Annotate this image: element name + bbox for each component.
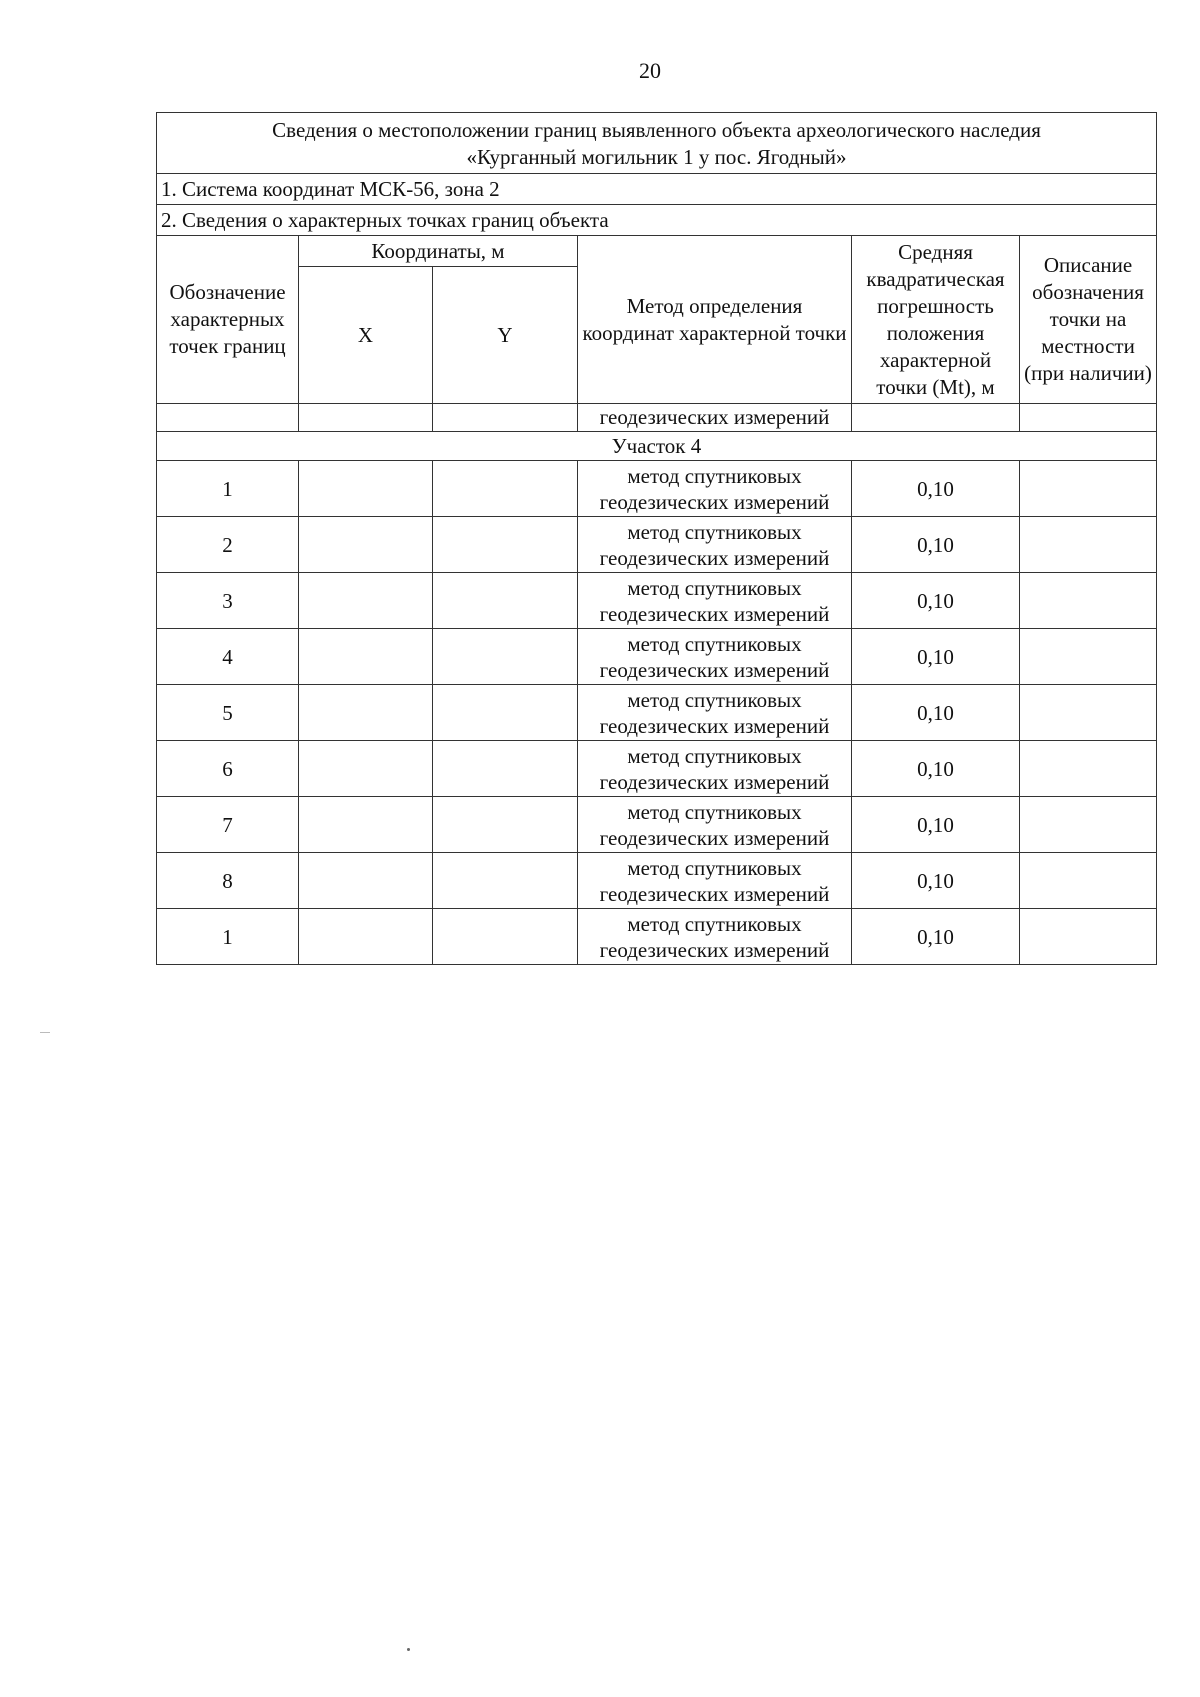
method-cell — [578, 629, 852, 685]
method-line-1: метод спутниковых — [627, 519, 802, 544]
table-title — [157, 113, 1157, 174]
table-row — [157, 685, 1157, 741]
method-line-2: геодезических измерений — [599, 937, 830, 962]
y-cell — [433, 685, 578, 741]
boundary-points-table — [156, 112, 1157, 965]
method-line-1: метод спутниковых — [627, 631, 802, 656]
table-row — [157, 461, 1157, 517]
page-number: 20 — [639, 58, 661, 83]
method-cell — [578, 853, 852, 909]
y-cell — [433, 797, 578, 853]
scan-edge-mark — [40, 1032, 50, 1033]
x-cell — [299, 797, 433, 853]
mt-cell: 0,10 — [852, 461, 1020, 517]
continuation-point — [157, 404, 299, 432]
table-row — [157, 741, 1157, 797]
y-cell — [433, 573, 578, 629]
method-cell — [578, 797, 852, 853]
method-line-2: геодезических измерений — [599, 601, 830, 626]
table-row — [157, 629, 1157, 685]
header-description: Описание обозначения точки на местности (при наличии) — [1020, 236, 1157, 404]
header-row-top — [157, 236, 1157, 267]
table-row — [157, 517, 1157, 573]
description-cell — [1020, 629, 1157, 685]
method-cell — [578, 909, 852, 965]
point-cell: 6 — [157, 741, 299, 797]
description-cell — [1020, 797, 1157, 853]
mt-cell: 0,10 — [852, 909, 1020, 965]
header-point-designation: Обозначение характерных точек границ — [157, 236, 299, 404]
method-line-1: метод спутниковых — [627, 575, 802, 600]
table-title-line-1: Сведения о местоположении границ выявленного объекта археологического наследия — [272, 118, 1041, 142]
continuation-method: геодезических измерений — [578, 404, 852, 432]
method-line-2: геодезических измерений — [599, 489, 830, 514]
description-cell — [1020, 853, 1157, 909]
method-cell — [578, 573, 852, 629]
mt-cell: 0,10 — [852, 629, 1020, 685]
method-line-1: метод спутниковых — [627, 463, 802, 488]
coordinate-system-row — [157, 174, 1157, 205]
y-cell — [433, 461, 578, 517]
coordinate-system: 1. Система координат МСК-56, зона 2 — [157, 174, 1157, 205]
header-coordinates: Координаты, м — [299, 236, 578, 267]
method-line-2: геодезических измерений — [599, 545, 830, 570]
point-cell: 5 — [157, 685, 299, 741]
description-cell — [1020, 573, 1157, 629]
continuation-x — [299, 404, 433, 432]
point-cell: 1 — [157, 909, 299, 965]
y-cell — [433, 517, 578, 573]
description-cell — [1020, 461, 1157, 517]
method-line-1: метод спутниковых — [627, 743, 802, 768]
method-line-1: метод спутниковых — [627, 855, 802, 880]
points-info-row — [157, 205, 1157, 236]
description-cell — [1020, 741, 1157, 797]
method-line-2: геодезических измерений — [599, 881, 830, 906]
header-x: X — [299, 267, 433, 404]
section-label: Участок 4 — [157, 432, 1157, 461]
method-line-2: геодезических измерений — [599, 657, 830, 682]
table-row — [157, 797, 1157, 853]
x-cell — [299, 461, 433, 517]
x-cell — [299, 517, 433, 573]
description-cell — [1020, 517, 1157, 573]
x-cell — [299, 685, 433, 741]
x-cell — [299, 909, 433, 965]
table-row — [157, 573, 1157, 629]
method-line-1: метод спутниковых — [627, 911, 802, 936]
mt-cell: 0,10 — [852, 853, 1020, 909]
mt-cell: 0,10 — [852, 573, 1020, 629]
method-cell — [578, 741, 852, 797]
continuation-y — [433, 404, 578, 432]
header-y: Y — [433, 267, 578, 404]
points-info: 2. Сведения о характерных точках границ объекта — [157, 205, 1157, 236]
y-cell — [433, 909, 578, 965]
point-cell: 1 — [157, 461, 299, 517]
point-cell: 2 — [157, 517, 299, 573]
method-line-1: метод спутниковых — [627, 687, 802, 712]
table-title-line-2: «Курганный могильник 1 у пос. Ягодный» — [466, 145, 847, 169]
x-cell — [299, 573, 433, 629]
description-cell — [1020, 909, 1157, 965]
table-row — [157, 853, 1157, 909]
point-cell: 7 — [157, 797, 299, 853]
point-cell: 8 — [157, 853, 299, 909]
mt-cell: 0,10 — [852, 797, 1020, 853]
header-method: Метод определения координат характерной точки — [578, 236, 852, 404]
continuation-description — [1020, 404, 1157, 432]
method-cell — [578, 461, 852, 517]
method-line-2: геодезических измерений — [599, 825, 830, 850]
continuation-mt — [852, 404, 1020, 432]
method-line-2: геодезических измерений — [599, 769, 830, 794]
x-cell — [299, 629, 433, 685]
header-mean-error: Средняя квадратическая погрешность положения характерной точки (Mt), м — [852, 236, 1020, 404]
description-cell — [1020, 685, 1157, 741]
method-line-2: геодезических измерений — [599, 713, 830, 738]
mt-cell: 0,10 — [852, 741, 1020, 797]
y-cell — [433, 741, 578, 797]
point-cell: 4 — [157, 629, 299, 685]
y-cell — [433, 629, 578, 685]
method-cell — [578, 517, 852, 573]
section-row — [157, 432, 1157, 461]
x-cell — [299, 853, 433, 909]
scan-dot-mark — [407, 1648, 410, 1651]
method-cell — [578, 685, 852, 741]
continuation-row — [157, 404, 1157, 432]
y-cell — [433, 853, 578, 909]
x-cell — [299, 741, 433, 797]
point-cell: 3 — [157, 573, 299, 629]
mt-cell: 0,10 — [852, 517, 1020, 573]
method-line-1: метод спутниковых — [627, 799, 802, 824]
mt-cell: 0,10 — [852, 685, 1020, 741]
table-title-row — [157, 113, 1157, 174]
table-row — [157, 909, 1157, 965]
